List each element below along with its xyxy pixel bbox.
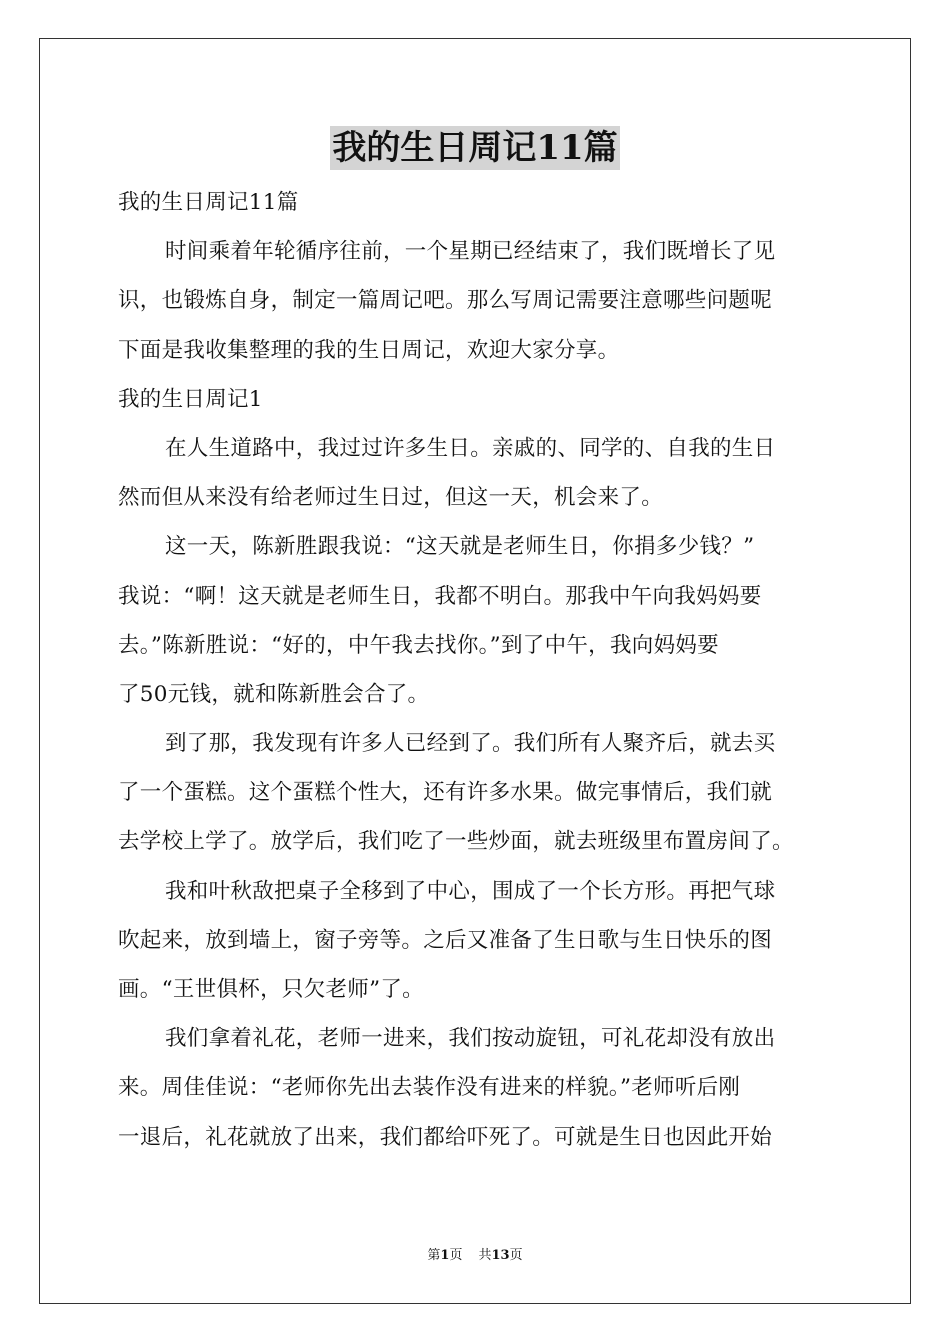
page-footer [0,1247,950,1265]
text-line: 到了那，我发现有许多人已经到了。我们所有人聚齐后，就去买 [165,731,776,757]
text-line: 去。”陈新胜说：“好的，中午我去找你。”到了中午，我向妈妈要 [118,632,719,658]
text-line: 吹起来，放到墙上，窗子旁等。之后又准备了生日歌与生日快乐的图 [118,927,773,953]
text-line: 画。“王世俱杯，只欠老师”了。 [118,977,424,1002]
text-line: 去学校上学了。放学后，我们吃了一些炒面，就去班级里布置房间了。 [118,829,794,855]
text-line: 我说：“啊！这天就是老师生日，我都不明白。那我中午向我妈妈要 [118,583,762,609]
text-line: 一退后，礼花就放了出来，我们都给吓死了。可就是生日也因此开始 [118,1124,773,1150]
text-line: 了一个蛋糕。这个蛋糕个性大，还有许多水果。做完事情后，我们就 [118,780,773,806]
footer-total-pages: 13 [491,1248,510,1263]
text-line: 来。周佳佳说：“老师你先出去装作没有进来的样貌。”老师听后刚 [118,1075,741,1101]
text-line: 这一天，陈新胜跟我说：“这天就是老师生日，你捐多少钱？” [165,534,755,560]
document-title-text: 我的生日周记11篇 [332,128,618,168]
document-title [0,126,950,170]
text-line: 识，也锻炼自身，制定一篇周记吧。那么写周记需要注意哪些问题呢 [118,288,773,314]
text-line: 了50元钱，就和陈新胜会合了。 [118,681,430,707]
text-line: 我的生日周记11篇 [118,190,299,215]
text-line: 下面是我收集整理的我的生日周记，欢迎大家分享。 [118,337,620,363]
text-line: 我们拿着礼花，老师一进来，我们按动旋钮，可礼花却没有放出 [165,1026,776,1052]
footer-total-suffix: 页 [509,1248,523,1263]
text-line: 我的生日周记1 [118,386,263,412]
footer-page-suffix: 页 [449,1248,463,1263]
footer-total-prefix: 共 [478,1248,492,1263]
footer-page-prefix: 第 [427,1248,441,1263]
text-line: 在人生道路中，我过过许多生日。亲戚的、同学的、自我的生日 [165,435,776,461]
footer-page-number: 1 [440,1248,450,1263]
text-line: 我和叶秋敌把桌子全移到了中心，围成了一个长方形。再把气球 [165,878,776,904]
text-line: 时间乘着年轮循序往前，一个星期已经结束了，我们既增长了见 [165,239,776,265]
document-body [118,178,838,1162]
text-line: 然而但从来没有给老师过生日过，但这一天，机会来了。 [118,485,664,511]
